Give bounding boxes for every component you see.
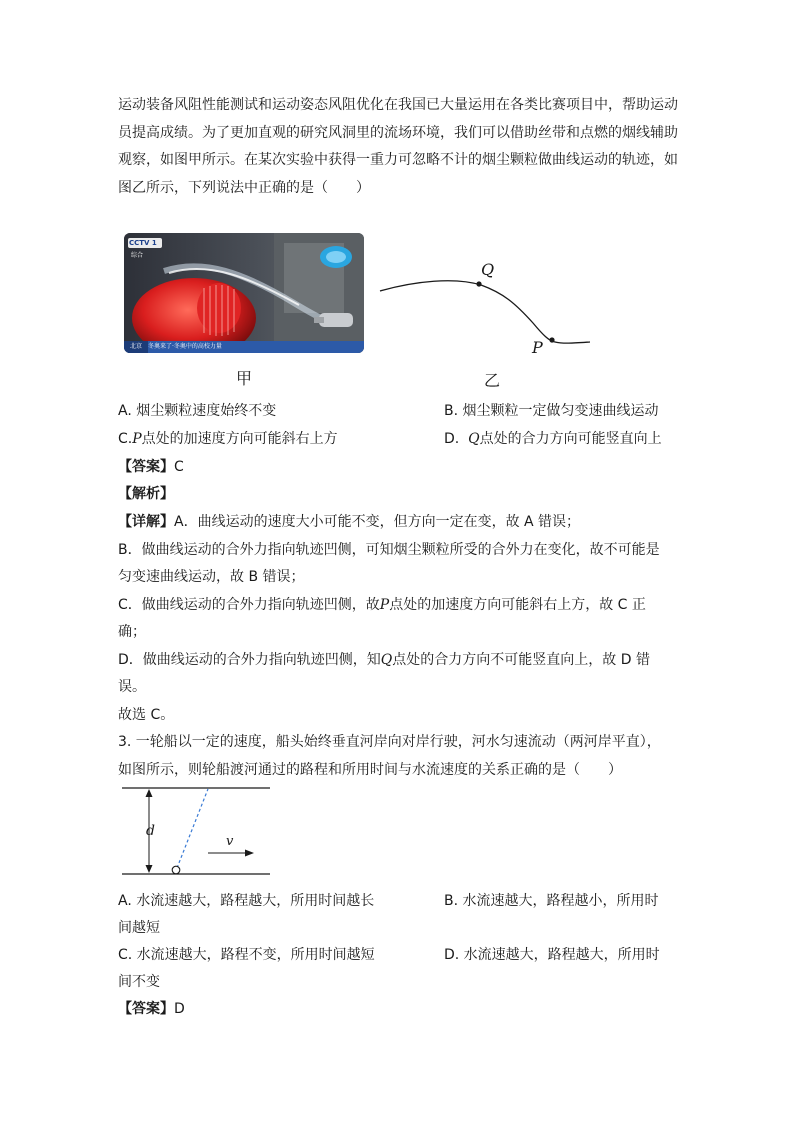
explain-d2: 误。 — [118, 679, 146, 695]
q3-option-b-1: B. 水流速越大，路程越小，所用时 — [444, 893, 659, 909]
explain-d1-pre: D．做曲线运动的合外力指向轨迹凹侧，知 — [118, 652, 381, 668]
option-c-var: P — [132, 431, 142, 447]
river-crossing-diagram — [120, 782, 280, 882]
q3-option-d-1: D. 水流速越大，路程越大，所用时 — [444, 947, 660, 963]
explain-c2: 确； — [118, 624, 146, 640]
photo-sub: 综合 — [131, 252, 144, 259]
option-d-prefix: D. — [444, 431, 460, 447]
distance-arrow-head-top — [146, 789, 153, 797]
option-c-prefix: C. — [118, 431, 133, 447]
photo-logo: CCTV 1 — [129, 239, 157, 247]
option-b: B. 烟尘颗粒一定做匀变速曲线运动 — [444, 403, 659, 419]
option-d — [444, 428, 662, 448]
q3-option-c-1: C. 水流速越大，路程不变，所用时间越短 — [118, 947, 375, 963]
explain-c1-post: 点处的加速度方向可能斜右上方，故 C 正 — [389, 597, 646, 613]
explain-c1 — [118, 594, 646, 614]
q3-answer-value: D — [174, 1001, 185, 1017]
option-c-text: 点处的加速度方向可能斜右上方 — [141, 431, 338, 447]
option-a: A. 烟尘颗粒速度始终不变 — [118, 403, 277, 419]
caption-jia: 甲 — [236, 369, 253, 388]
intro-line-3: 观察，如图甲所示。在某次实验中获得一重力可忽略不计的烟尘颗粒做曲线运动的轨迹，如 — [118, 152, 678, 168]
point-P — [549, 337, 554, 342]
conclusion: 故选 C。 — [118, 707, 175, 723]
intro-line-1: 运动装备风阻性能测试和运动姿态风阻优化在我国已大量运用在各类比赛项目中，帮助运动 — [118, 97, 678, 113]
explain-b2: 匀变速曲线运动，故 B 错误； — [118, 569, 305, 585]
point-Q — [476, 281, 481, 286]
velocity-arrow-head — [245, 850, 254, 857]
intro-line-2: 员提高成绩。为了更加直观的研究风洞里的流场环境，我们可以借助丝带和点燃的烟线辅助 — [118, 125, 678, 141]
q3-answer — [118, 998, 185, 1018]
trajectory-curve — [380, 281, 590, 343]
explain-d1-post: 点处的合力方向不可能竖直向上，故 D 错 — [392, 652, 650, 668]
q3-option-a-1: A. 水流速越大，路程越大，所用时间越长 — [118, 893, 375, 909]
label-v: v — [226, 834, 234, 849]
answer-tag: 【答案】 — [118, 459, 174, 475]
photo-banner: 北京 冬奥来了·冬奥中的高校力量 — [130, 343, 222, 350]
q2-answer — [118, 456, 184, 476]
explain-d1-var: Q — [380, 652, 393, 668]
distance-arrow-head-bottom — [146, 865, 153, 873]
q3-option-c-2: 间不变 — [118, 974, 160, 990]
q3-line-1: 3. 一轮船以一定的速度，船头始终垂直河岸向对岸行驶，河水匀速流动（两河岸平直）， — [118, 734, 661, 750]
option-d-var: Q — [468, 431, 480, 447]
wind-tunnel-photo — [124, 233, 364, 353]
explain-a-text: A．曲线运动的速度大小可能不变，但方向一定在变，故 A 错误； — [174, 514, 581, 530]
option-c — [118, 428, 338, 448]
answer-value: C — [174, 459, 184, 475]
intro-line-4: 图乙所示，下列说法中正确的是（ ） — [118, 180, 370, 196]
q3-line-2: 如图所示，则轮船渡河通过的路程和所用时间与水流速度的关系正确的是（ ） — [118, 762, 622, 778]
boat-icon — [172, 866, 180, 874]
caption-yi: 乙 — [484, 371, 501, 390]
q3-answer-tag: 【答案】 — [118, 1001, 174, 1017]
label-Q: Q — [481, 260, 495, 279]
explain-a — [118, 511, 580, 531]
analysis-tag: 【解析】 — [118, 486, 174, 502]
boat-path — [177, 789, 208, 868]
explain-c1-pre: C．做曲线运动的合外力指向轨迹凹侧，故 — [118, 597, 380, 613]
detail-tag: 【详解】 — [118, 514, 174, 530]
q3-option-a-2: 间越短 — [118, 920, 160, 936]
option-d-text: 点处的合力方向可能竖直向上 — [479, 431, 662, 447]
label-d: d — [146, 823, 155, 839]
explain-d1 — [118, 649, 650, 669]
wind-tunnel-photo-illustration — [124, 233, 364, 353]
label-P: P — [532, 338, 543, 357]
explain-c1-var: P — [379, 597, 390, 613]
explain-b1: B．做曲线运动的合外力指向轨迹凹侧，可知烟尘颗粒所受的合外力在变化，故不可能是 — [118, 542, 660, 558]
